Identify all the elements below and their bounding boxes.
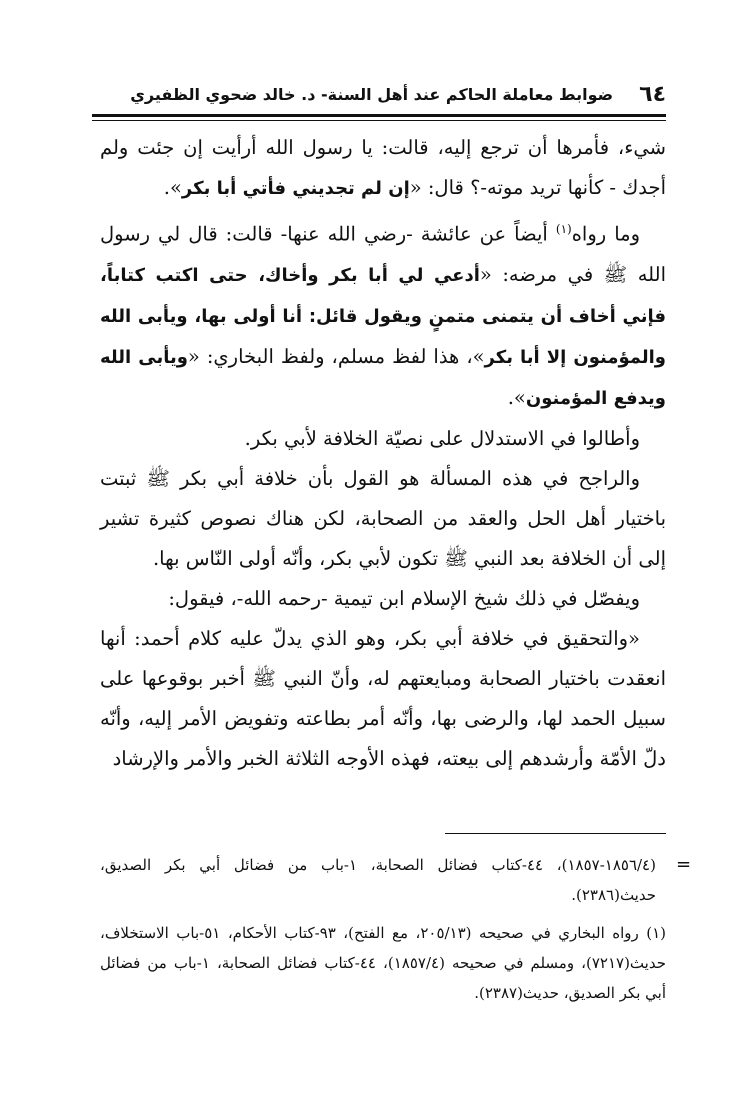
paragraph-2-text-c: »، هذا لفظ مسلم، ولفظ البخاري: « bbox=[187, 344, 485, 368]
hadith-quote-2: أدعي لي أبا بكر وأخاك، حتى اكتب كتاباً، فإني أخاف أن يتمنى متمنٍ ويقول قائل: أنا أولى بها، ويأبى الله والمؤمنون إلا أبا بكر bbox=[100, 264, 666, 368]
paragraph-1-text-a: شيء، فأمرها أن ترجع إليه، قالت: يا رسول الله أرأيت إن جئت ولم أجدك - كأنها تريد موته-؟ قال: « bbox=[100, 136, 666, 199]
running-title: ضوابط معاملة الحاكم عند أهل السنة- د. خالد ضحوي الظفيري bbox=[130, 85, 614, 104]
paragraph-2-text-b: أيضاً عن عائشة -رضي الله عنها- قالت: قال لي رسول الله ﷺ في مرضه: « bbox=[100, 222, 666, 286]
footnote-separator bbox=[445, 833, 666, 834]
paragraph-5: ويفصّل في ذلك شيخ الإسلام ابن تيمية -رحمه الله-، فيقول: bbox=[168, 586, 640, 610]
page-number: ٦٤ bbox=[639, 82, 666, 107]
paragraph-1-text-b: ». bbox=[163, 176, 182, 199]
paragraph-6: «والتحقيق في خلافة أبي بكر، وهو الذي يدلّ عليه كلام أحمد: أنها انعقدت باختيار الصحابة ومبايعتهم له، وأنّ النبي ﷺ أخبر بوقوعها على سبيل الحمد لها، والرضى بها، وأنّه أمر بطاعته وتفويض الأمر إليه، وأنّه دلّ الأمّة وأرشدهم إلى بيعته، فهذه الأوجه الثلاثة الخبر والأمر والإرشاد bbox=[100, 626, 666, 770]
footnote-continuation-mark: = bbox=[676, 854, 692, 875]
header-rule-thick bbox=[92, 114, 666, 117]
main-text bbox=[100, 128, 666, 779]
footnotes bbox=[100, 850, 666, 1008]
footnote-ref-1: (١) bbox=[555, 222, 572, 236]
hadith-quote-1: إن لم تجديني فأتي أبا بكر bbox=[181, 178, 410, 199]
hadith-quote-3: ويأبى الله ويدفع المؤمنون bbox=[100, 346, 666, 409]
paragraph-1 bbox=[100, 128, 666, 209]
header-rule-thin bbox=[92, 120, 666, 121]
paragraph-2 bbox=[100, 209, 666, 419]
paragraph-3: وأطالوا في الاستدلال على نصيّة الخلافة لأبي بكر. bbox=[244, 426, 640, 450]
page-header bbox=[92, 70, 666, 110]
footnote-continued: (١٨٥٦/٤-١٨٥٧)، ٤٤-كتاب فضائل الصحابة، ١-باب من فضائل أبي بكر الصديق، حديث(٢٣٨٦). bbox=[100, 856, 656, 904]
paragraph-4: والراجح في هذه المسألة هو القول بأن خلافة أبي بكر ﷺ ثبتت باختيار أهل الحل والعقد من الصحابة، لكن هناك نصوص كثيرة تشير إلى أن الخلافة بعد النبي ﷺ تكون لأبي بكر، وأنّه أولى النّاس بها. bbox=[100, 466, 666, 570]
paragraph-2-text-d: ». bbox=[507, 385, 526, 409]
footnote-1: (١) رواه البخاري في صحيحه (٢٠٥/١٣، مع الفتح)، ٩٣-كتاب الأحكام، ٥١-باب الاستخلاف، حديث(٧٢١٧)، ومسلم في صحيحه (١٨٥٧/٤)، ٤٤-كتاب فضائل الصحابة، ١-باب من فضائل أبي بكر الصديق، حديث(٢٣٨٧). bbox=[100, 924, 666, 1002]
paragraph-2-text-a: وما رواه bbox=[571, 222, 640, 246]
